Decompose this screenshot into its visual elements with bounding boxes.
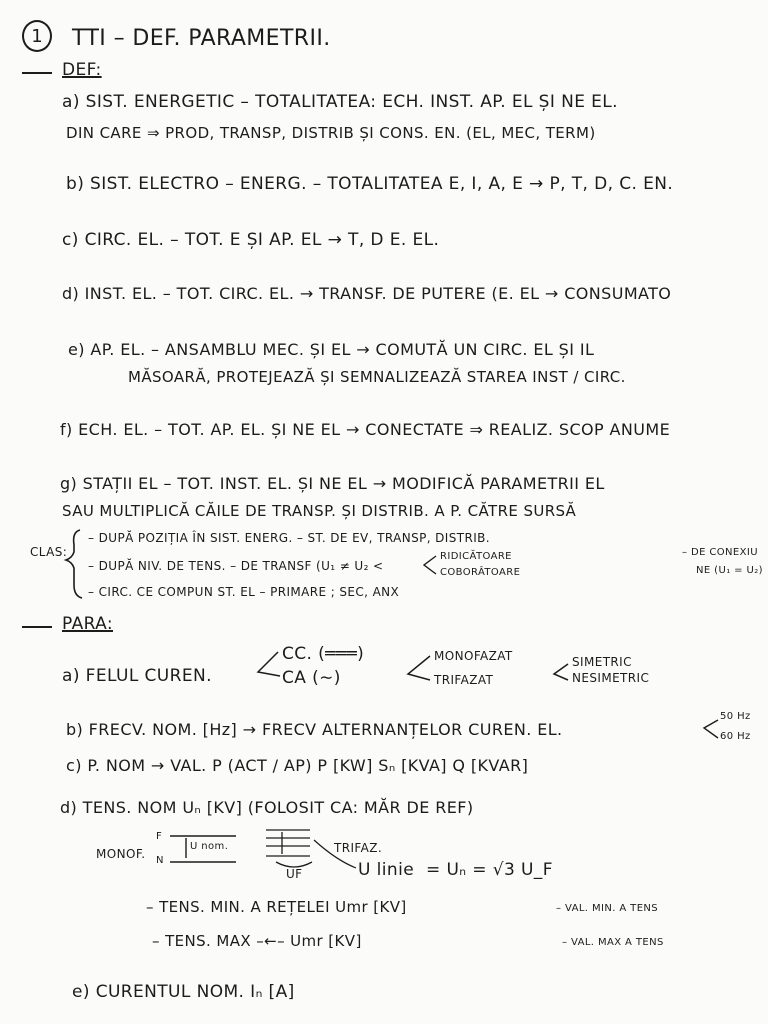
param-d: d) TENS. NOM Uₙ [KV] (FOLOSIT CA: MĂR DE REF) xyxy=(60,798,474,817)
diagram-ulinie-label: U linie xyxy=(358,860,415,880)
definition-a-line2: DIN CARE ⇒ PROD, TRANSP, DISTRIB ȘI CONS. EN. (EL, MEC, TERM) xyxy=(66,124,596,142)
frequency-angle xyxy=(704,720,718,738)
definition-d: d) INST. EL. – TOT. CIRC. EL. → TRANSF. DE PUTERE (E. EL → CONSUMATO xyxy=(62,284,672,303)
para-heading: PARA: xyxy=(62,614,113,634)
clas-item-position: – DUPĂ POZIȚIA ÎN SIST. ENERG. – ST. DE EV, TRANSP, DISTRIB. xyxy=(88,531,490,545)
voltage-split-angle xyxy=(424,556,436,574)
clas-conexiune-2: NE (U₁ = U₂) xyxy=(696,565,763,576)
para-dash xyxy=(22,626,52,628)
param-a-monofazat: MONOFAZAT xyxy=(434,649,513,663)
definition-e-line1: e) AP. EL. – ANSAMBLU MEC. ȘI EL → COMUTĂ UN CIRC. EL ȘI IL xyxy=(68,340,595,359)
param-a-simetric: SIMETRIC xyxy=(572,655,632,669)
param-max-note: – VAL. MAX A TENS xyxy=(562,937,664,948)
definition-a-line1: a) SIST. ENERGETIC – TOTALITATEA: ECH. INST. AP. EL ȘI NE EL. xyxy=(62,92,618,112)
definition-g-line1: g) STAȚII EL – TOT. INST. EL. ȘI NE EL → MODIFICĂ PARAMETRII EL xyxy=(60,474,605,493)
param-a-label: a) FELUL CUREN. xyxy=(62,666,212,686)
clas-ridicatoare: RIDICĂTOARE xyxy=(440,551,512,562)
diagram-unom-label: U nom. xyxy=(190,841,229,852)
param-a-trifazat: TRIFAZAT xyxy=(434,673,494,687)
diagram-trifaz-label: TRIFAZ. xyxy=(334,841,383,855)
def-heading: DEF: xyxy=(62,60,102,80)
diagram-phase-f: F xyxy=(156,831,163,842)
param-a-ca: CA (∼) xyxy=(282,668,341,688)
clas-label: CLAS: xyxy=(30,545,68,559)
clas-conexiune: – DE CONEXIU xyxy=(682,547,758,558)
definition-e-line2: MĂSOARĂ, PROTEJEAZĂ ȘI SEMNALIZEAZĂ STAREA INST / CIRC. xyxy=(128,368,626,386)
diagram-uf-label: UF xyxy=(286,867,303,881)
param-c: c) P. NOM → VAL. P (ACT / AP) P [KW] Sₙ [KVA] Q [KVAR] xyxy=(66,756,529,775)
diagram-neutral-n: N xyxy=(156,855,164,866)
param-a-cc: CC. (═══) xyxy=(282,644,365,664)
definition-c: c) CIRC. EL. – TOT. E ȘI AP. EL → T, D E. EL. xyxy=(62,230,440,250)
clas-brace xyxy=(66,530,82,598)
phase-type-angle xyxy=(408,656,430,680)
clas-item-circuits: – CIRC. CE COMPUN ST. EL – PRIMARE ; SEC, ANX xyxy=(88,585,400,599)
param-max-voltage: – TENS. MAX –←– Umr [KV] xyxy=(152,932,362,950)
param-a-nesimetric: NESIMETRIC xyxy=(572,671,650,685)
section-number: 1 xyxy=(22,20,52,52)
param-b-50hz: 50 Hz xyxy=(720,711,751,722)
definition-f: f) ECH. EL. – TOT. AP. EL. ȘI NE EL → CONECTATE ⇒ REALIZ. SCOP ANUME xyxy=(60,420,671,439)
definition-b: b) SIST. ELECTRO – ENERG. – TOTALITATEA E, I, A, E → P, T, D, C. EN. xyxy=(66,174,674,194)
param-b: b) FRECV. NOM. [Hz] → FRECV ALTERNANȚELOR CUREN. EL. xyxy=(66,720,563,739)
current-type-angle xyxy=(258,652,280,676)
param-min-voltage: – TENS. MIN. A REȚELEI Umr [KV] xyxy=(146,898,407,916)
page-title: TTI – DEF. PARAMETRII. xyxy=(72,26,331,51)
param-b-60hz: 60 Hz xyxy=(720,731,751,742)
voltage-formula: = Uₙ = √3 U_F xyxy=(426,860,553,880)
clas-item-voltage: – DUPĂ NIV. DE TENS. – DE TRANSF (U₁ ≠ U₂ < xyxy=(88,559,384,573)
param-min-note: – VAL. MIN. A TENS xyxy=(556,903,659,914)
definition-g-line2: SAU MULTIPLICĂ CĂILE DE TRANSP. ȘI DISTRIB. A P. CĂTRE SURSĂ xyxy=(62,502,577,520)
param-e: e) CURENTUL NOM. Iₙ [A] xyxy=(72,982,295,1002)
symmetry-angle xyxy=(554,664,568,680)
clas-coboratoare: COBORÂTOARE xyxy=(440,567,521,578)
diagram-monof-label: MONOF. xyxy=(96,847,146,861)
def-dash xyxy=(22,72,52,74)
